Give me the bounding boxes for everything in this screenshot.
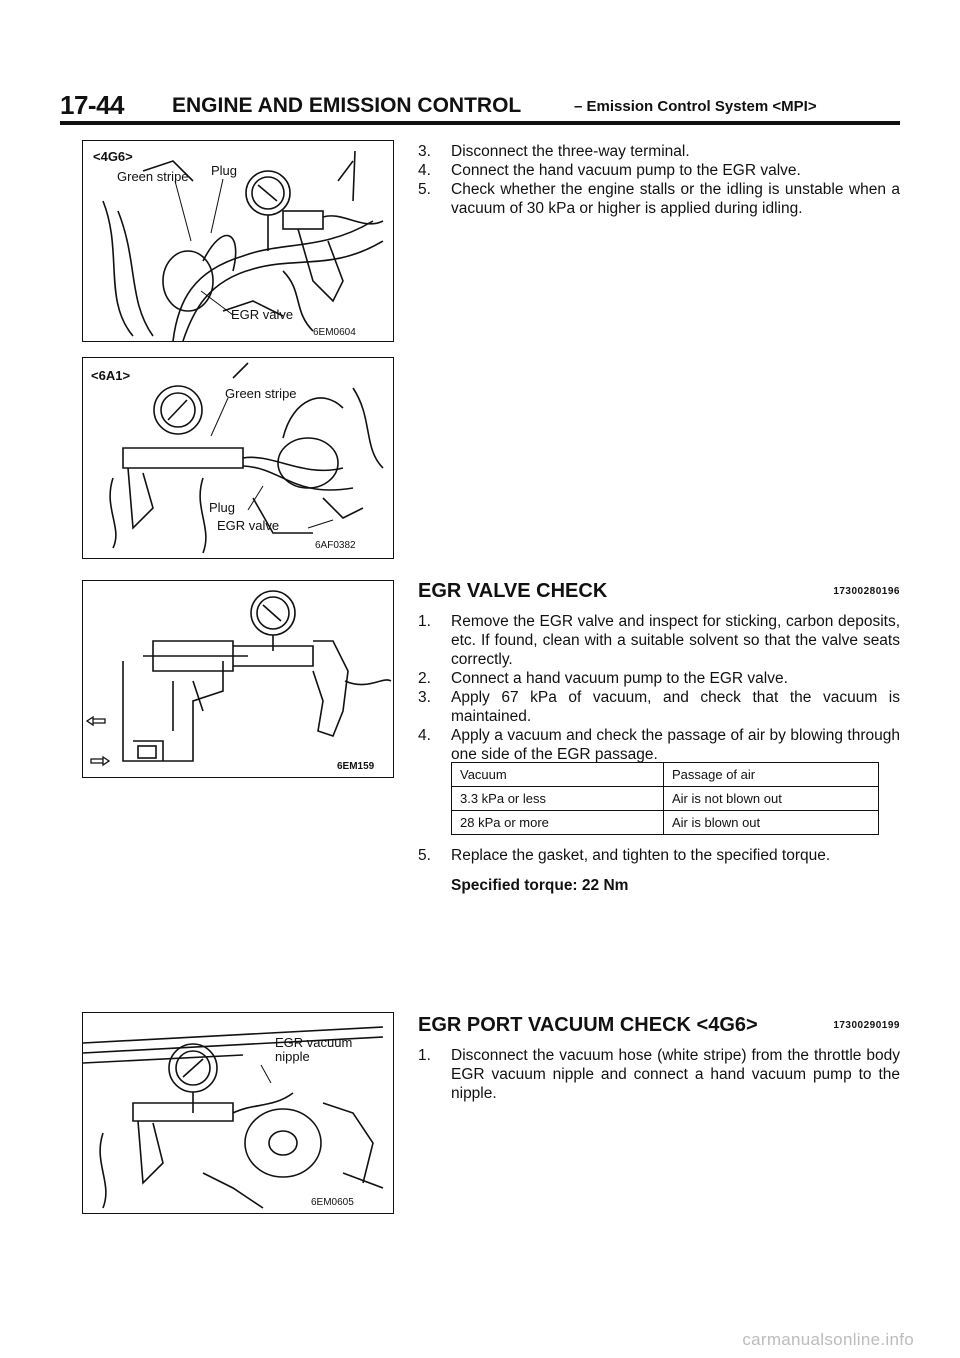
egr-valve-check-title: EGR VALVE CHECK	[418, 580, 608, 602]
figure-4g6-egr-valve	[82, 140, 394, 342]
egr-port-check-code: 17300290199	[833, 1020, 900, 1031]
figure-6a1-egr-valve	[82, 357, 394, 559]
egr-port-check-heading	[418, 1014, 900, 1038]
vacuum-air-passage-table	[451, 762, 879, 835]
figure-code: 6EM0605	[311, 1197, 354, 1208]
engine-tag: <6A1>	[91, 368, 131, 383]
list-item: 3. Apply 67 kPa of vacuum, and check that the vacuum is maintained.	[418, 689, 900, 725]
table-cell: 3.3 kPa or less	[452, 787, 664, 811]
table-row	[452, 811, 879, 835]
section-title: ENGINE AND EMISSION CONTROL	[172, 94, 522, 117]
list-item: 1. Disconnect the vacuum hose (white stripe) from the throttle body EGR vacuum nipple and connect a hand vacuum pump to the nipple.	[418, 1047, 900, 1102]
label-egr-vacuum: EGR vacuum	[275, 1035, 353, 1050]
figure-code: 6EM0604	[313, 327, 356, 338]
table-header-cell: Vacuum	[452, 763, 664, 787]
figure-egr-valve-bench	[82, 580, 394, 778]
list-item: 1. Remove the EGR valve and inspect for sticking, carbon deposits, etc. If found, clean with a suitable solvent so that the valve seats correctly.	[418, 613, 900, 668]
intro-steps	[418, 142, 900, 218]
figure-egr-port-vacuum	[82, 1012, 394, 1214]
table-header-cell: Passage of air	[664, 763, 879, 787]
egr-port-check-steps	[418, 1046, 900, 1103]
label-plug: Plug	[209, 500, 236, 515]
section-subtitle	[574, 98, 817, 115]
table-cell: Air is blown out	[664, 811, 879, 835]
list-item: 5. Replace the gasket, and tighten to the specified torque.	[418, 847, 831, 864]
table-cell: Air is not blown out	[664, 787, 879, 811]
label-green-stripe: Green stripe	[225, 386, 297, 401]
list-item: 4. Connect the hand vacuum pump to the EGR valve.	[418, 162, 801, 179]
list-item: 3. Disconnect the three-way terminal.	[418, 143, 690, 160]
figure-code: 6EM159	[337, 761, 375, 772]
header-dash: –	[574, 98, 583, 115]
illustration-bench-test	[83, 581, 393, 777]
label-egr-valve: EGR valve	[231, 307, 294, 322]
egr-valve-check-steps	[418, 612, 900, 764]
egr-valve-check-step5	[418, 846, 900, 865]
egr-valve-check-heading	[418, 580, 900, 604]
egr-valve-check-code: 17300280196	[833, 586, 900, 597]
page-number: 17-44	[60, 90, 124, 120]
specified-torque: Specified torque: 22 Nm	[451, 877, 629, 894]
watermark: carmanualsonline.info	[742, 1330, 914, 1349]
header-subtitle-text: Emission Control System <MPI>	[586, 98, 817, 115]
label-nipple: nipple	[275, 1049, 310, 1064]
figure-code: 6AF0382	[315, 540, 356, 551]
list-item: 2. Connect a hand vacuum pump to the EGR valve.	[418, 670, 788, 687]
header-rule	[60, 121, 900, 125]
label-plug: Plug	[211, 163, 238, 178]
table-cell: 28 kPa or more	[452, 811, 664, 835]
list-item: 5. Check whether the engine stalls or the idling is unstable when a vacuum of 30 kPa or higher is applied during idling.	[418, 181, 900, 217]
engine-tag: <4G6>	[93, 149, 133, 164]
table-header-row	[452, 763, 879, 787]
table-row	[452, 787, 879, 811]
label-egr-valve: EGR valve	[217, 518, 280, 533]
list-item: 4. Apply a vacuum and check the passage of air by blowing through one side of the EGR passage.	[418, 727, 900, 763]
egr-port-check-title: EGR PORT VACUUM CHECK <4G6>	[418, 1014, 758, 1036]
label-green-stripe: Green stripe	[117, 169, 189, 184]
